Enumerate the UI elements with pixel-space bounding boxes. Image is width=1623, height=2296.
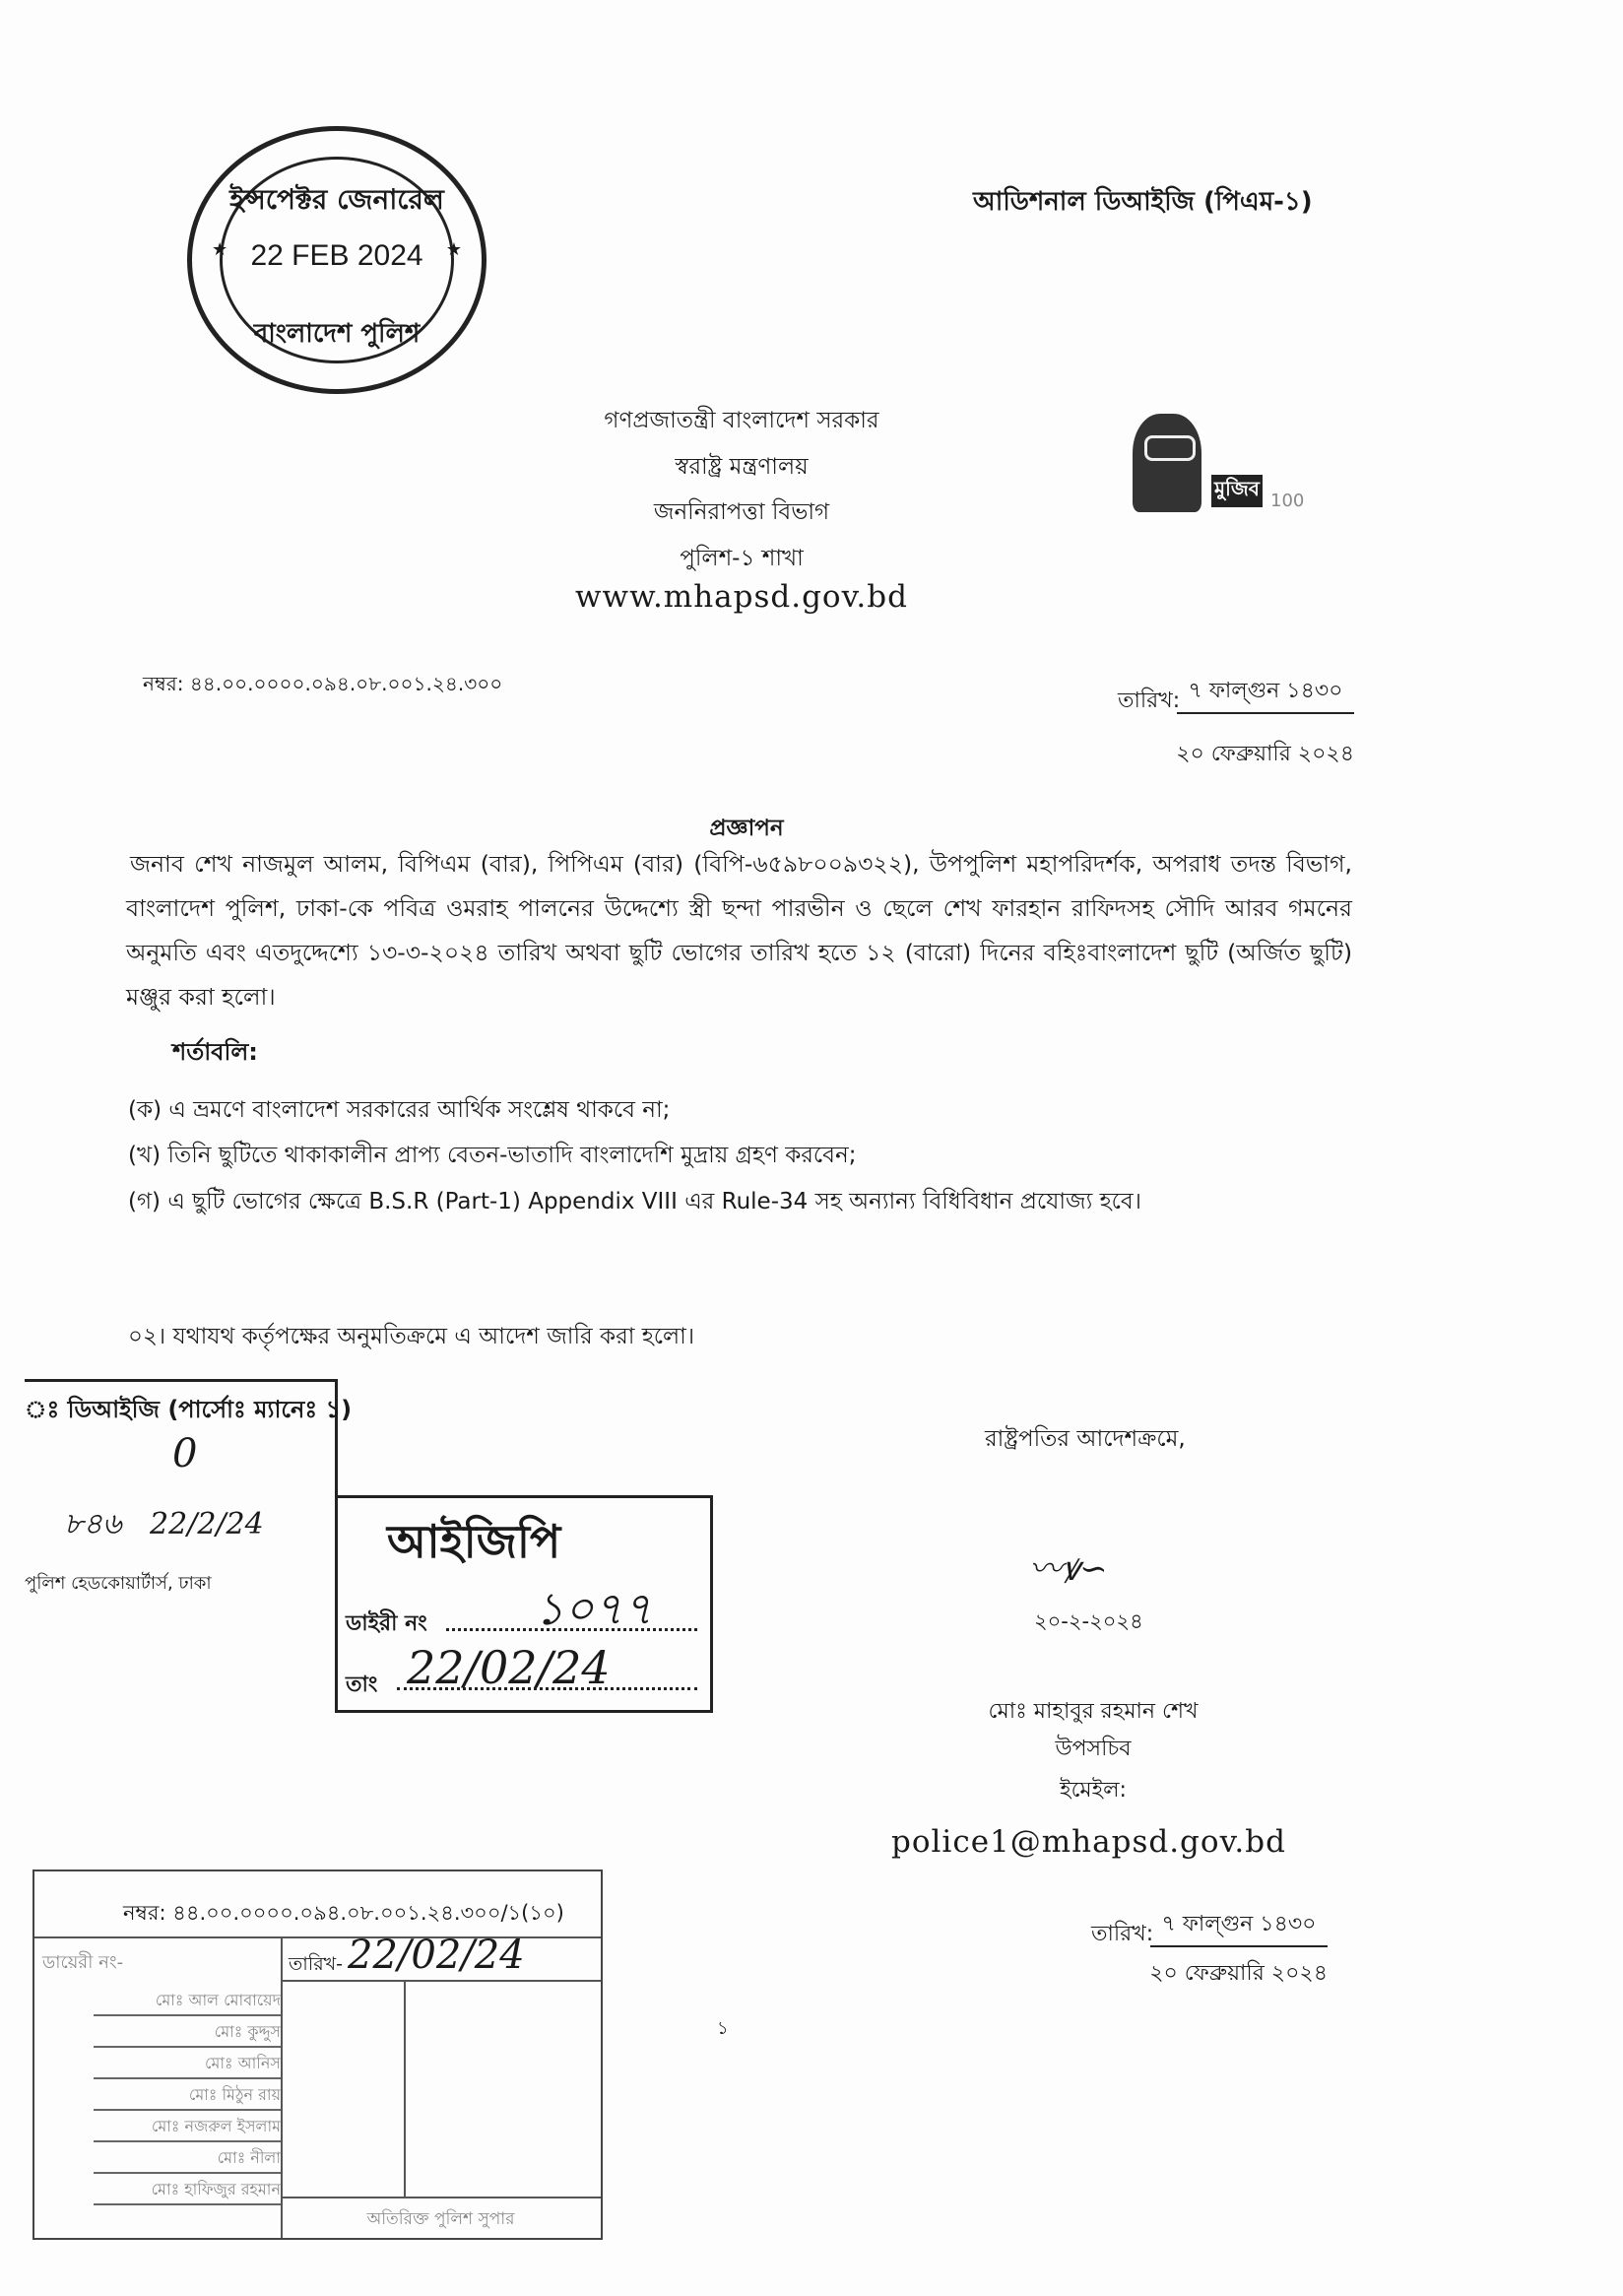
memo-number: নম্বর: ৪৪.০০.০০০০.০৯৪.০৮.০০১.২৪.৩০০ <box>143 672 503 695</box>
header-government: গণপ্রজাতন্ত্রী বাংলাদেশ সরকার <box>604 408 879 433</box>
distribution-name: মোঃ নীলা <box>94 2145 281 2174</box>
dig-stamp-title: ঃ ডিআইজি (পার্সোঃ ম্যানেঃ ১) <box>25 1396 353 1423</box>
signature: 〰ꝟ∽ <box>1029 1549 1108 1589</box>
logo-text: মুজিব <box>1211 475 1263 507</box>
condition-ga: (গ) এ ছুটি ভোগের ক্ষেত্রে B.S.R (Part-1) Appendix VIII এর Rule-34 সহ অন্যান্য বিধিবিধান প্রযোজ্য হবে। <box>128 1189 1141 1214</box>
distribution-name: মোঃ নজরুল ইসলাম <box>94 2114 281 2142</box>
dig-stamp <box>25 1379 353 1604</box>
signatory-designation: উপসচিব <box>1055 1737 1132 1761</box>
mgmt-date-label: তারিখ- <box>289 1953 343 1975</box>
header-website: www.mhapsd.gov.bd <box>575 579 908 615</box>
by-order-of-president: রাষ্ট্রপতির আদেশক্রমে, <box>985 1426 1186 1452</box>
mgmt-date: 22/02/24 <box>348 1933 525 1978</box>
received-stamp <box>187 126 487 394</box>
signature-date: ২০-২-২০২৪ <box>1034 1609 1143 1633</box>
distribution-name: মোঃ আল মোবায়েদ <box>94 1988 281 2016</box>
signatory-email[interactable]: police1@mhapsd.gov.bd <box>891 1824 1286 1860</box>
notice-body: জনাব শেখ নাজমুল আলম, বিপিএম (বার), পিপিএম (বার) (বিপি-৬৫৯৮০০৯৩২২), উপপুলিশ মহাপরিদর্শক, অপরাধ তদন্ত বিভাগ, বাংলাদেশ পুলিশ, ঢাকা-কে পবিত্র ওমরাহ পালনের উদ্দেশ্যে স্ত্রী ছন্দা পারভীন ও ছেলে শেখ ফারহান রাফিদসহ সৌদি আরব গমনের অনুমতি এবং এতদুদ্দেশ্যে ১৩-৩-২০২৪ তারিখ অথবা ছুটি ভোগের তারিখ হতে ১২ (বারো) দিনের বহিঃবাংলাদেশ ছুটি (অর্জিত ছুটি) মঞ্জুর করা হলো। <box>126 850 1352 1011</box>
diary-label: ডাইরী নং <box>346 1611 427 1636</box>
header-division: জননিরাপত্তা বিভাগ <box>653 499 830 525</box>
mujib-centenary-logo: মুজিব 100 <box>1123 414 1305 530</box>
order-line: ০২। যথাযথ কর্তৃপক্ষের অনুমতিক্রমে এ আদেশ জারি করা হলো। <box>128 1324 695 1349</box>
distribution-name: মোঃ মিঠুন রায় <box>94 2082 281 2111</box>
page-number: ১ <box>717 2018 729 2039</box>
igp-date: 22/02/24 <box>407 1641 611 1694</box>
date-gregorian-2: ২০ ফেব্রুয়ারি ২০২৪ <box>1149 1961 1328 1986</box>
distribution-name: মোঃ হাফিজুর রহমান <box>94 2177 281 2205</box>
dig-stamp-handwritten: ৮৪৬ 22/2/24 <box>64 1507 264 1542</box>
stamp-top-text: ইন্সপেক্টর জেনারেল <box>229 183 444 216</box>
stamp-date: 22 FEB 2024 <box>250 239 423 272</box>
email-label: ইমেইল: <box>1060 1778 1127 1803</box>
header-branch: পুলিশ-১ শাখা <box>680 546 804 571</box>
routing-note: আডিশনাল ডিআইজি (পিএম-১) <box>973 187 1313 217</box>
dig-stamp-mark: 0 <box>172 1431 198 1476</box>
management-stamp <box>32 1870 603 2240</box>
distribution-name: মোঃ আনিস <box>94 2051 281 2079</box>
mgmt-footer: অতিরিক্ত পুলিশ সুপার <box>366 2209 515 2229</box>
date-label: তারিখ: <box>1118 689 1181 713</box>
notice-title: প্রজ্ঞাপন <box>709 816 784 841</box>
diary-number: ১০৭৭ <box>535 1582 653 1635</box>
date-bangla: ৭ ফাল্গুন ১৪৩০ <box>1177 674 1354 714</box>
igp-stamp <box>335 1495 713 1713</box>
diary-no-label: ডায়েরী নং- <box>42 1952 124 1973</box>
distribution-name: মোঃ কুদ্দুস <box>94 2019 281 2048</box>
header-ministry: স্বরাষ্ট্র মন্ত্রণালয় <box>675 454 809 480</box>
date-bangla-2: ৭ ফাল্গুন ১৪৩০ <box>1150 1907 1328 1947</box>
condition-ka: (ক) এ ভ্রমণে বাংলাদেশ সরকারের আর্থিক সংশ্লেষ থাকবে না; <box>128 1097 671 1123</box>
stamp-bottom-text: বাংলাদেশ পুলিশ <box>253 319 421 349</box>
date-label-2: তারিখ: <box>1091 1922 1154 1946</box>
igp-date-label: তাং <box>346 1673 378 1697</box>
conditions-heading: শর্তাবলি: <box>172 1038 258 1066</box>
signatory-name: মোঃ মাহাবুর রহমান শেখ <box>988 1699 1199 1724</box>
condition-kha: (খ) তিনি ছুটিতে থাকাকালীন প্রাপ্য বেতন-ভাতাদি বাংলাদেশি মুদ্রায় গ্রহণ করবেন; <box>128 1143 857 1168</box>
dig-stamp-office: পুলিশ হেডকোয়ার্টার্স, ঢাকা <box>25 1573 212 1594</box>
igp-stamp-title: আইজিপি <box>387 1515 561 1568</box>
star-icon: ★ <box>445 239 462 260</box>
date-gregorian: ২০ ফেব্রুয়ারি ২০২৪ <box>1176 742 1354 766</box>
forwarding-number: নম্বর: ৪৪.০০.০০০০.০৯৪.০৮.০০১.২৪.৩০০/১(১০) <box>123 1901 564 1925</box>
star-icon: ★ <box>212 239 228 260</box>
